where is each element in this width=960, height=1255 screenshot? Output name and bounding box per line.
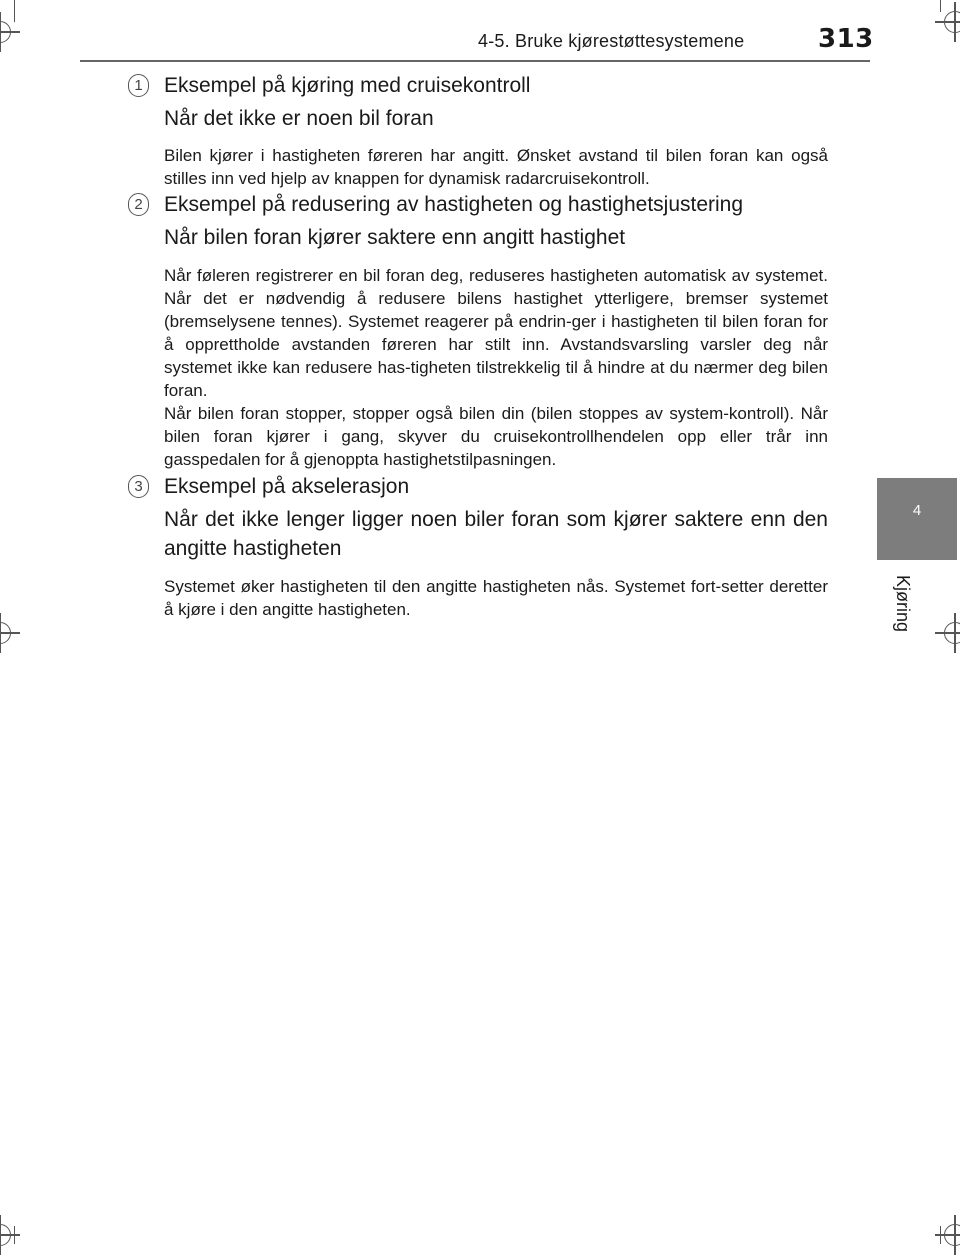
registration-mark-top-right [944, 11, 960, 33]
section-1 [128, 71, 828, 190]
section-subheading: Når det ikke er noen bil foran [164, 107, 434, 130]
chapter-tab-label: Kjøring [893, 575, 913, 633]
section-heading [128, 71, 828, 133]
section-subheading: Når bilen foran kjører saktere enn angitt hastighet [164, 226, 626, 249]
section-heading-text: Eksempel på redusering av hastigheten og hastighetsjustering [164, 193, 744, 216]
section-body [164, 575, 828, 621]
section-2 [128, 190, 828, 471]
section-body [164, 264, 828, 471]
crop-mark [14, 0, 15, 22]
section-number-badge: 3 [128, 475, 149, 498]
body-paragraph: Bilen kjører i hastigheten føreren har angitt. Ønsket avstand til bilen foran kan også stilles inn ved hjelp av knappen for dynamisk radarcruisekontroll. [164, 146, 828, 188]
section-heading [128, 472, 828, 563]
page-number: 313 [818, 24, 874, 54]
section-body [164, 144, 828, 190]
section-heading-text: Eksempel på kjøring med cruisekontroll [164, 74, 531, 97]
section-3 [128, 472, 828, 621]
section-number-badge: 2 [128, 193, 149, 216]
section-heading [128, 190, 828, 252]
registration-mark-bottom-right [944, 1224, 960, 1246]
crop-mark [940, 1226, 941, 1244]
chapter-tab-number: 4 [912, 502, 922, 519]
chapter-tab [877, 478, 957, 560]
registration-mark-middle-right [944, 622, 960, 644]
section-heading-text: Eksempel på akselerasjon [164, 475, 410, 498]
registration-mark-top-left [0, 21, 11, 43]
registration-mark-bottom-left [0, 1224, 11, 1246]
running-header-title: 4-5. Bruke kjørestøttesystemene [478, 31, 745, 51]
section-subheading: Når det ikke lenger ligger noen biler foran som kjører saktere enn den angitte hastigheten [164, 508, 828, 560]
body-paragraph: Når bilen foran stopper, stopper også bilen din (bilen stoppes av system-kontroll). Når bilen foran kjører i gang, skyver du cruisekontrollhendelen opp eller trår inn gasspedalen for å gjenoppta hastighetstilpasningen. [164, 404, 828, 469]
crop-mark [14, 1226, 15, 1244]
header-rule [80, 60, 870, 62]
body-paragraph: Systemet øker hastigheten til den angitte hastigheten nås. Systemet fort-setter deretter å kjøre i den angitte hastigheten. [164, 577, 828, 619]
section-number-badge: 1 [128, 74, 149, 97]
body-paragraph: Når føleren registrerer en bil foran deg, reduseres hastigheten automatisk av systemet. Når det er nødvendig å redusere bilens hastighet ytterligere, bremser systemet (bremselysene tennes). Systemet reagerer på endrin-ger i hastigheten til bilen foran for å opprettholde avstanden føreren har stilt inn. Avstandsvarsling varsler deg når systemet ikke kan redusere has-tigheten tilstrekkelig til å hindre at du nærmer deg bilen foran. [164, 266, 828, 400]
crop-mark [940, 0, 941, 12]
registration-mark-middle-left [0, 622, 11, 644]
